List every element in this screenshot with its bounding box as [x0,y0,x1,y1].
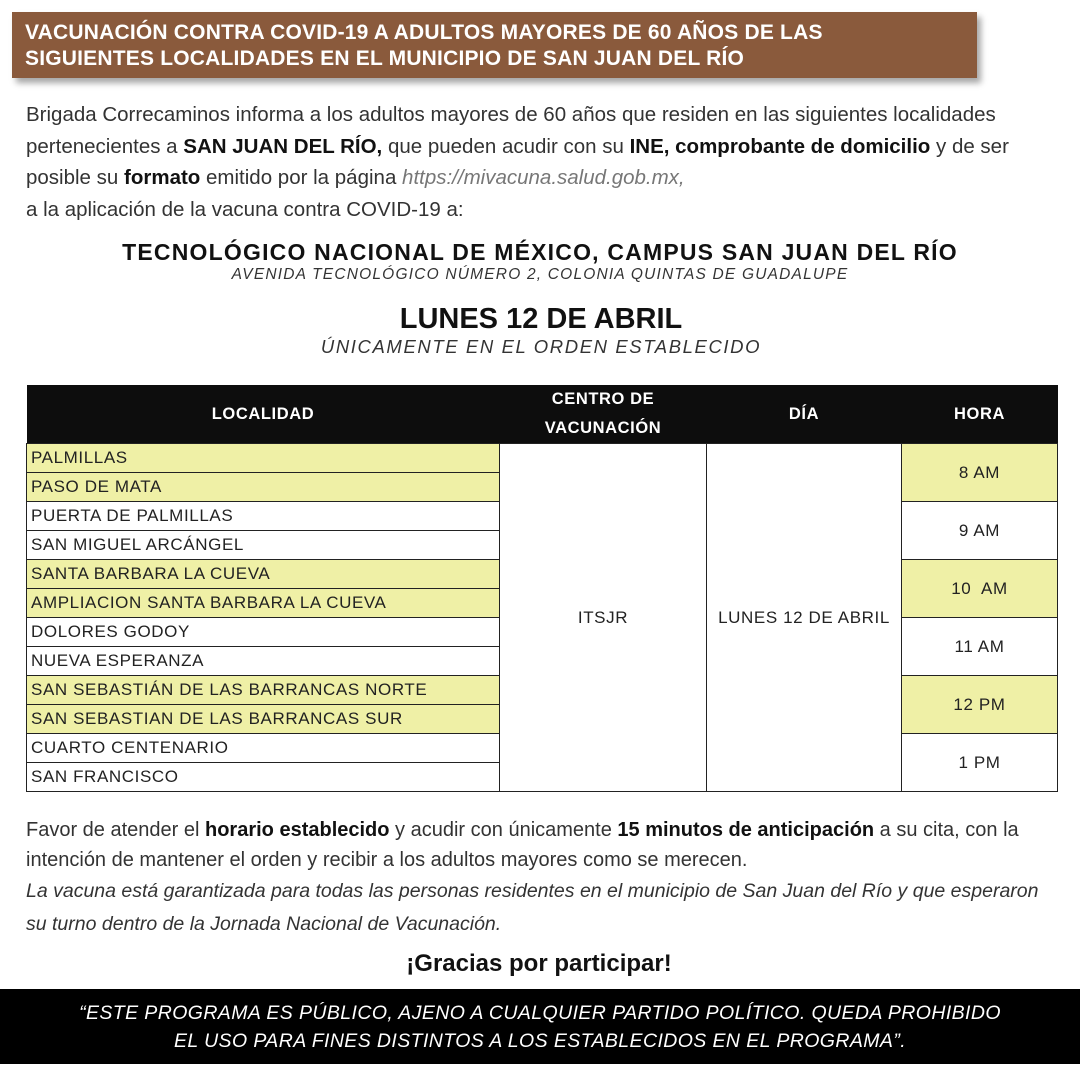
header-vaccination-center [500,385,707,444]
venue-block [0,238,1080,284]
intro-bold-format: formato [124,166,201,189]
banner-title-line-1: VACUNACIÓN CONTRA COVID-19 A ADULTOS MAYORES DE 60 AÑOS DE LAS [25,21,823,44]
locality-cell: PALMILLAS [27,444,500,473]
legal-line-2: EL USO PARA FINES DISTINTOS A LOS ESTABLECIDOS EN EL PROGRAMA”. [173,1030,907,1052]
footer-paragraph [26,815,1061,941]
date-subtitle: ÚNICAMENTE EN EL ORDEN ESTABLECIDO [320,336,762,357]
intro-url-link[interactable]: https://mivacuna.salud.gob.mx, [402,166,685,189]
locality-cell: PASO DE MATA [27,473,500,502]
header-hour: HORA [902,385,1058,444]
intro-text-5: a la aplicación de la vacuna contra COVID-19 a: [26,197,464,221]
footer-instructions [26,815,1061,875]
hour-cell: 12 PM [902,676,1058,734]
locality-cell: SAN FRANCISCO [27,763,500,792]
locality-cell: NUEVA ESPERANZA [27,647,500,676]
legal-disclaimer [0,989,1080,1064]
footer-bold-minutes: 15 minutos de anticipación [617,819,875,841]
locality-cell: SANTA BARBARA LA CUEVA [27,560,500,589]
footer-guarantee-note: La vacuna está garantizada para todas las personas residentes en el municipio de San Juan del Río y que esperaron su turno dentro de la Jornada Nacional de Vacunación. [26,880,1039,935]
header-day: DÍA [707,385,902,444]
intro-bold-documents: INE, comprobante de domicilio [629,134,931,158]
locality-cell: PUERTA DE PALMILLAS [27,502,500,531]
venue-address: AVENIDA TECNOLÓGICO NÚMERO 2, COLONIA QUINTAS DE GUADALUPE [231,266,849,283]
hour-cell: 11 AM [902,618,1058,676]
hour-cell: 9 AM [902,502,1058,560]
venue-name: TECNOLÓGICO NACIONAL DE MÉXICO, CAMPUS SAN JUAN DEL RÍO [122,239,958,265]
date-block [0,302,1080,358]
intro-text-4: emitido por la página [200,166,403,189]
banner-title-line-2: SIGUIENTES LOCALIDADES EN EL MUNICIPIO DE SAN JUAN DEL RÍO [25,47,745,70]
header-locality: LOCALIDAD [27,385,500,444]
locality-cell: AMPLIACION SANTA BARBARA LA CUEVA [27,589,500,618]
intro-bold-municipality: SAN JUAN DEL RÍO, [183,134,383,158]
locality-cell: SAN MIGUEL ARCÁNGEL [27,531,500,560]
date-title: LUNES 12 DE ABRIL [399,303,683,335]
day-cell: LUNES 12 DE ABRIL [707,444,902,792]
footer-text-3: a su cita, con la intención de mantener el orden y recibir a los adultos mayores como se merecen. [26,819,1019,871]
footer-text-1: Favor de atender el [26,819,205,841]
hour-cell: 1 PM [902,734,1058,792]
footer-text-2: y acudir con únicamente [389,819,618,841]
header-center-line-1: CENTRO DE [551,390,655,408]
intro-text-3: y de ser posible su [26,134,1009,189]
intro-text-2: que pueden acudir con su [382,134,630,158]
table-row [27,444,1058,473]
locality-cell: SAN SEBASTIAN DE LAS BARRANCAS SUR [27,705,500,734]
table-header-row [27,385,1058,444]
title-banner [12,12,977,78]
legal-line-1: “ESTE PROGRAMA ES PÚBLICO, AJENO A CUALQUIER PARTIDO POLÍTICO. QUEDA PROHIBIDO [79,1002,1001,1024]
vaccination-center-cell: ITSJR [500,444,707,792]
locality-cell: SAN SEBASTIÁN DE LAS BARRANCAS NORTE [27,676,500,705]
locality-cell: DOLORES GODOY [27,618,500,647]
thanks-message: ¡Gracias por participar! [406,950,672,977]
intro-text-1: Brigada Correcaminos informa a los adultos mayores de 60 años que residen en las siguientes localidades pertenecientes a [26,103,996,158]
hour-cell: 8 AM [902,444,1058,502]
locality-cell: CUARTO CENTENARIO [27,734,500,763]
hour-cell: 10 AM [902,560,1058,618]
schedule-table [26,385,1058,792]
header-center-line-2: VACUNACIÓN [544,419,662,437]
intro-paragraph [26,99,1066,225]
footer-bold-schedule: horario establecido [205,819,390,841]
